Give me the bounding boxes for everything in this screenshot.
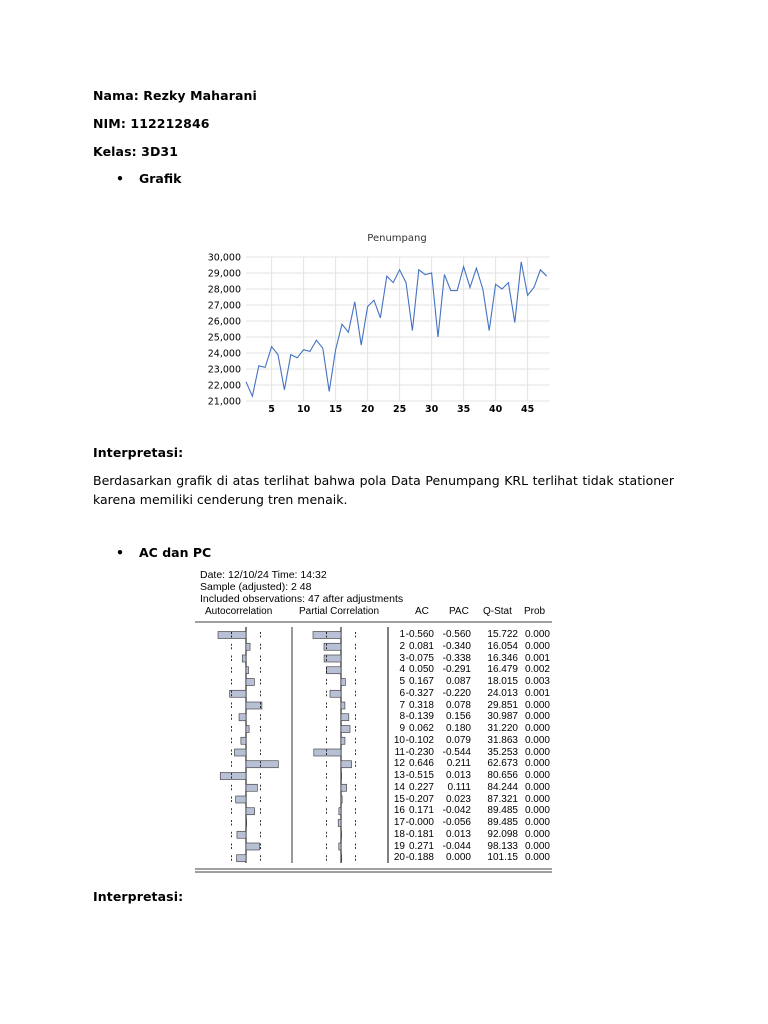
pac-value-cell: -0.338 (442, 652, 471, 664)
x-tick-label: 30 (424, 404, 439, 415)
pac-value-cell: 0.211 (446, 758, 471, 770)
prob-cell: 0.000 (524, 723, 550, 734)
interpretation-heading-2: Interpretasi: (93, 889, 184, 904)
pac-bar (326, 667, 341, 674)
ac-bar (218, 632, 246, 639)
lag-cell: 3 (399, 652, 405, 664)
lag-cell: 13 (393, 770, 405, 781)
ac-value-cell: -0.075 (405, 652, 434, 664)
ac-bar (237, 831, 246, 838)
qstat-cell: 18.015 (487, 676, 518, 687)
chart-gridlines (246, 257, 550, 401)
prob-cell: 0.003 (524, 676, 550, 687)
lag-cell: 20 (393, 852, 405, 864)
pac-bar (338, 820, 341, 827)
prob-cell: 0.001 (524, 652, 550, 664)
ac-bar (242, 655, 246, 662)
ac-bar (241, 737, 246, 744)
grafik-heading: Grafik (139, 171, 182, 186)
correlogram-table (195, 567, 555, 875)
x-tick-label: 25 (392, 404, 407, 415)
pac-value-cell: 0.111 (447, 781, 471, 793)
lag-cell: 15 (393, 793, 405, 805)
prob-cell: 0.000 (524, 781, 550, 793)
ac-value-cell: 0.050 (408, 664, 434, 676)
interpretation-heading-1: Interpretasi: (93, 445, 184, 460)
pac-value-cell: -0.560 (442, 629, 471, 640)
qstat-cell: 31.220 (487, 723, 518, 734)
qstat-cell: 16.346 (487, 652, 518, 664)
pac-value-cell: -0.340 (442, 640, 471, 652)
student-nim: NIM: 112212846 (93, 116, 210, 131)
col-ac: AC (415, 606, 429, 617)
pac-value-cell: -0.044 (442, 840, 471, 852)
pac-bar (341, 773, 342, 780)
pac-value-cell: 0.013 (445, 828, 471, 840)
pac-bar (341, 831, 342, 838)
ac-value-cell: 0.167 (408, 676, 434, 687)
prob-cell: 0.000 (524, 711, 550, 723)
lag-cell: 10 (393, 734, 405, 746)
x-tick-label: 10 (296, 404, 311, 415)
prob-cell: 0.001 (524, 687, 550, 699)
col-prob: Prob (524, 606, 546, 617)
pac-bar (313, 632, 341, 639)
lag-cell: 6 (399, 687, 405, 699)
lag-cell: 18 (393, 828, 405, 840)
lag-cell: 14 (393, 781, 405, 793)
pac-bar (341, 714, 349, 721)
lag-cell: 17 (393, 817, 405, 828)
ac-value-cell: -0.000 (405, 817, 434, 828)
y-tick-label: 29,000 (207, 268, 241, 280)
ac-bar (246, 726, 249, 733)
y-tick-label: 24,000 (207, 348, 241, 360)
prob-cell: 0.000 (524, 840, 550, 852)
qstat-cell: 84.244 (487, 781, 518, 793)
ac-value-cell: -0.181 (405, 828, 434, 840)
lag-cell: 12 (393, 758, 405, 770)
qstat-cell: 101.15 (487, 852, 518, 864)
x-tick-label: 40 (488, 404, 503, 415)
pac-bar (330, 690, 341, 697)
ac-bar (246, 667, 249, 674)
y-tick-label: 27,000 (207, 300, 241, 312)
qstat-cell: 87.321 (487, 793, 518, 805)
pac-bar (339, 808, 341, 815)
lag-cell: 2 (399, 640, 405, 652)
qstat-cell: 89.485 (487, 817, 518, 828)
prob-cell: 0.000 (524, 817, 550, 828)
correlogram-sample: Sample (adjusted): 2 48 (200, 581, 312, 593)
qstat-cell: 31.863 (487, 734, 518, 746)
acpc-heading: AC dan PC (139, 545, 212, 560)
qstat-cell: 30.987 (487, 711, 518, 723)
qstat-cell: 16.479 (487, 664, 518, 676)
prob-cell: 0.000 (524, 629, 550, 640)
pac-value-cell: -0.291 (442, 664, 471, 676)
pac-bars (313, 632, 352, 862)
ac-bar (246, 784, 257, 791)
pac-value-cell: 0.013 (445, 770, 471, 781)
student-class: Kelas: 3D31 (93, 144, 179, 159)
pac-bar (314, 749, 341, 756)
ac-bars (218, 632, 278, 862)
ac-bar (236, 796, 246, 803)
lag-cell: 16 (393, 805, 405, 817)
y-tick-label: 23,000 (207, 364, 241, 376)
qstat-cell: 62.673 (487, 758, 518, 770)
prob-cell: 0.000 (524, 746, 550, 758)
qstat-cell: 35.253 (487, 746, 518, 758)
ac-value-cell: -0.515 (405, 770, 434, 781)
ac-value-cell: -0.327 (405, 687, 434, 699)
pac-bar (341, 855, 342, 862)
x-axis-ticks (268, 404, 534, 415)
student-name: Nama: Rezky Maharani (93, 88, 257, 103)
y-tick-label: 26,000 (207, 316, 241, 328)
ac-bar (246, 643, 250, 650)
ac-bar (246, 820, 247, 827)
qstat-cell: 98.133 (487, 840, 518, 852)
lag-cell: 5 (399, 676, 405, 687)
y-tick-label: 21,000 (207, 396, 241, 408)
ac-bar (246, 808, 255, 815)
pac-bar (341, 737, 345, 744)
ac-value-cell: 0.081 (408, 640, 434, 652)
ac-bar (237, 855, 246, 862)
ac-bar (246, 679, 254, 686)
x-tick-label: 45 (520, 404, 535, 415)
col-qstat: Q-Stat (483, 606, 512, 617)
y-axis-ticks (208, 253, 241, 408)
prob-cell: 0.000 (524, 640, 550, 652)
lag-cell: 9 (399, 723, 405, 734)
confidence-bound-marks (232, 632, 356, 861)
prob-cell: 0.000 (524, 734, 550, 746)
prob-cell: 0.000 (524, 805, 550, 817)
ac-bar (246, 702, 262, 709)
qstat-cell: 92.098 (487, 828, 518, 840)
y-tick-label: 22,000 (207, 380, 241, 392)
y-tick-label: 28,000 (207, 284, 241, 296)
pac-bar (341, 726, 350, 733)
pac-value-cell: 0.180 (445, 723, 471, 734)
lag-cell: 7 (399, 699, 405, 711)
interpretation-text-1: Berdasarkan grafik di atas terlihat bahwa pola Data Penumpang KRL terlihat tidak stationer karena memiliki cenderung tren menaik. (93, 473, 674, 507)
prob-cell: 0.000 (524, 852, 550, 864)
ac-value-cell: -0.230 (405, 746, 434, 758)
x-tick-label: 15 (328, 404, 343, 415)
prob-cell: 0.000 (524, 758, 550, 770)
ac-bar (246, 843, 260, 850)
col-autocorrelation: Autocorrelation (205, 606, 273, 617)
penumpang-series-line (246, 262, 547, 396)
correlogram-date: Date: 12/10/24 Time: 14:32 (200, 569, 327, 581)
ac-value-cell: -0.102 (405, 734, 434, 746)
pac-value-cell: -0.220 (442, 687, 471, 699)
pac-bar (341, 679, 345, 686)
prob-cell: 0.000 (524, 770, 550, 781)
qstat-cell: 15.722 (487, 629, 518, 640)
lag-cell: 8 (399, 711, 405, 723)
prob-cell: 0.000 (524, 828, 550, 840)
qstat-cell: 80.656 (487, 770, 518, 781)
pac-value-cell: 0.087 (445, 676, 471, 687)
pac-value-cell: -0.042 (442, 805, 471, 817)
x-tick-label: 5 (268, 404, 275, 415)
ac-value-cell: -0.188 (405, 852, 434, 864)
pac-value-cell: 0.079 (445, 734, 471, 746)
chart-title: Penumpang (367, 233, 427, 244)
x-tick-label: 35 (456, 404, 471, 415)
pac-bar (341, 761, 352, 768)
y-tick-label: 25,000 (207, 332, 241, 344)
ac-bar (239, 714, 246, 721)
ac-value-cell: -0.139 (405, 711, 434, 723)
pac-bar (341, 784, 347, 791)
lag-cell: 4 (399, 664, 405, 676)
col-pac: PAC (449, 606, 469, 617)
pac-bar (339, 843, 341, 850)
ac-bar (230, 690, 246, 697)
ac-bar (235, 749, 247, 756)
qstat-cell: 24.013 (487, 687, 518, 699)
passenger-line-chart (205, 226, 555, 420)
prob-cell: 0.002 (524, 664, 550, 676)
prob-cell: 0.000 (524, 699, 550, 711)
qstat-cell: 16.054 (487, 640, 518, 652)
qstat-cell: 29.851 (487, 699, 518, 711)
pac-bar (341, 796, 342, 803)
pac-bar (341, 702, 345, 709)
col-partial-correlation: Partial Correlation (299, 606, 380, 617)
bullet-dot: • (116, 171, 124, 186)
pac-value-cell: 0.000 (445, 852, 471, 864)
qstat-cell: 89.485 (487, 805, 518, 817)
pac-value-cell: 0.156 (445, 711, 471, 723)
lag-cell: 11 (394, 746, 405, 758)
lag-cell: 19 (393, 840, 405, 852)
correlogram-observations: Included observations: 47 after adjustments (200, 593, 404, 605)
ac-value-cell: 0.062 (408, 723, 434, 734)
pac-value-cell: 0.023 (445, 793, 471, 805)
ac-value-cell: 0.227 (408, 781, 434, 793)
prob-cell: 0.000 (524, 793, 550, 805)
ac-value-cell: -0.560 (405, 629, 434, 640)
x-tick-label: 20 (360, 404, 375, 415)
lag-cell: 1 (399, 629, 405, 640)
ac-value-cell: 0.271 (408, 840, 434, 852)
ac-bar (220, 773, 246, 780)
ac-value-cell: -0.207 (405, 793, 434, 805)
pac-value-cell: -0.544 (442, 746, 471, 758)
pac-value-cell: 0.078 (445, 699, 471, 711)
ac-value-cell: 0.646 (408, 758, 434, 770)
ac-bar (246, 761, 278, 768)
y-tick-label: 30,000 (207, 252, 241, 264)
ac-value-cell: 0.318 (408, 699, 434, 711)
bullet-dot: • (116, 545, 124, 560)
ac-value-cell: 0.171 (408, 805, 434, 817)
pac-value-cell: -0.056 (442, 817, 471, 828)
